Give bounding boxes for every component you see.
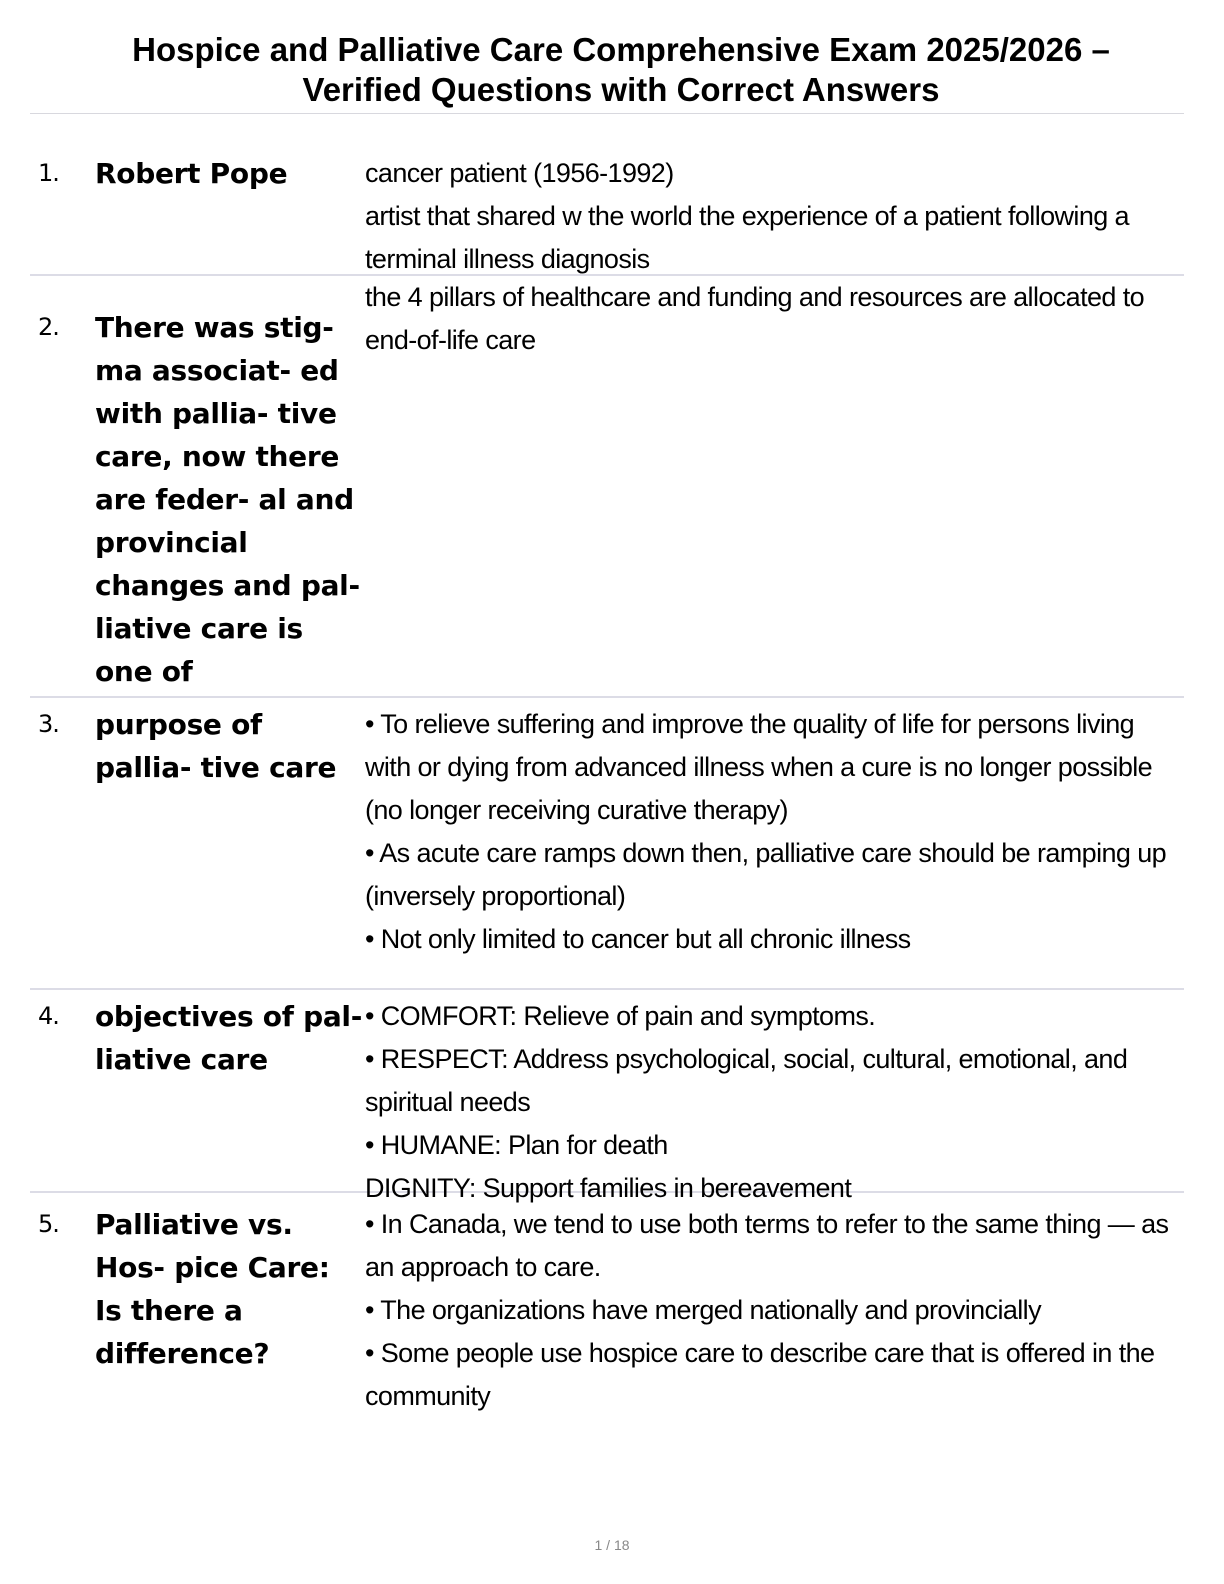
definition-line: • In Canada, we tend to use both terms to refer to the same thing — as an approach to care. [365,1209,1169,1282]
page-indicator: 1 / 18 [594,1537,630,1553]
qa-row [30,1193,1184,1411]
qa-row [30,990,1184,1203]
title-divider [30,113,1184,114]
definition-line: • RESPECT: Address psychological, social, cultural, emotional, and spiritual needs [365,1044,1128,1117]
definition-line: • As acute care ramps down then, palliative care should be ramping up (inversely proportional) [365,838,1167,911]
definition-line: • Not only limited to cancer but all chronic illness [365,924,911,954]
page-title-line-1: Hospice and Palliative Care Comprehensive Exam 2025/2026 – [132,31,1110,68]
item-definition [363,1203,1184,1418]
item-definition [363,703,1184,961]
definition-line: DIGNITY: Support families in bereavement [365,1173,852,1203]
qa-list [30,152,1184,1411]
qa-row [30,152,1184,276]
item-term: Robert Pope [95,157,288,190]
item-number: 2. [38,313,59,341]
definition-line: artist that shared w the world the experience of a patient following a terminal illness diagnosis [365,201,1129,274]
definition-line: • The organizations have merged nationally and provincially [365,1295,1041,1325]
page-title-line-2: Verified Questions with Correct Answers [302,71,940,108]
definition-line: • To relieve suffering and improve the quality of life for persons living with or dying from advanced illness when a cure is no longer possible (no longer receiving curative therapy) [365,709,1153,825]
item-definition [363,276,1184,362]
page-title [30,30,1212,110]
definition-line: • HUMANE: Plan for death [365,1130,668,1160]
item-definition [363,995,1184,1210]
definition-line: the 4 pillars of healthcare and funding and resources are allocated to end-of-life care [365,282,1145,355]
item-term: Palliative vs. Hos- pice Care: Is there a difference? [95,1208,330,1370]
item-definition [363,152,1184,281]
item-term: purpose of pallia- tive care [95,708,337,784]
item-number: 1. [38,159,59,187]
item-term: objectives of pal- liative care [95,1000,363,1076]
definition-line: • COMFORT: Relieve of pain and symptoms. [365,1001,876,1031]
qa-row [30,698,1184,990]
qa-row [30,276,1184,698]
item-number: 5. [38,1210,59,1238]
item-number: 4. [38,1002,59,1030]
definition-line: • Some people use hospice care to describe care that is offered in the community [365,1338,1155,1411]
item-number: 3. [38,710,59,738]
item-term: There was stig- ma associat- ed with pallia- tive care, now there are feder- al and provincial changes and pal- liative care is one of [95,311,360,688]
definition-line: cancer patient (1956-1992) [365,158,674,188]
